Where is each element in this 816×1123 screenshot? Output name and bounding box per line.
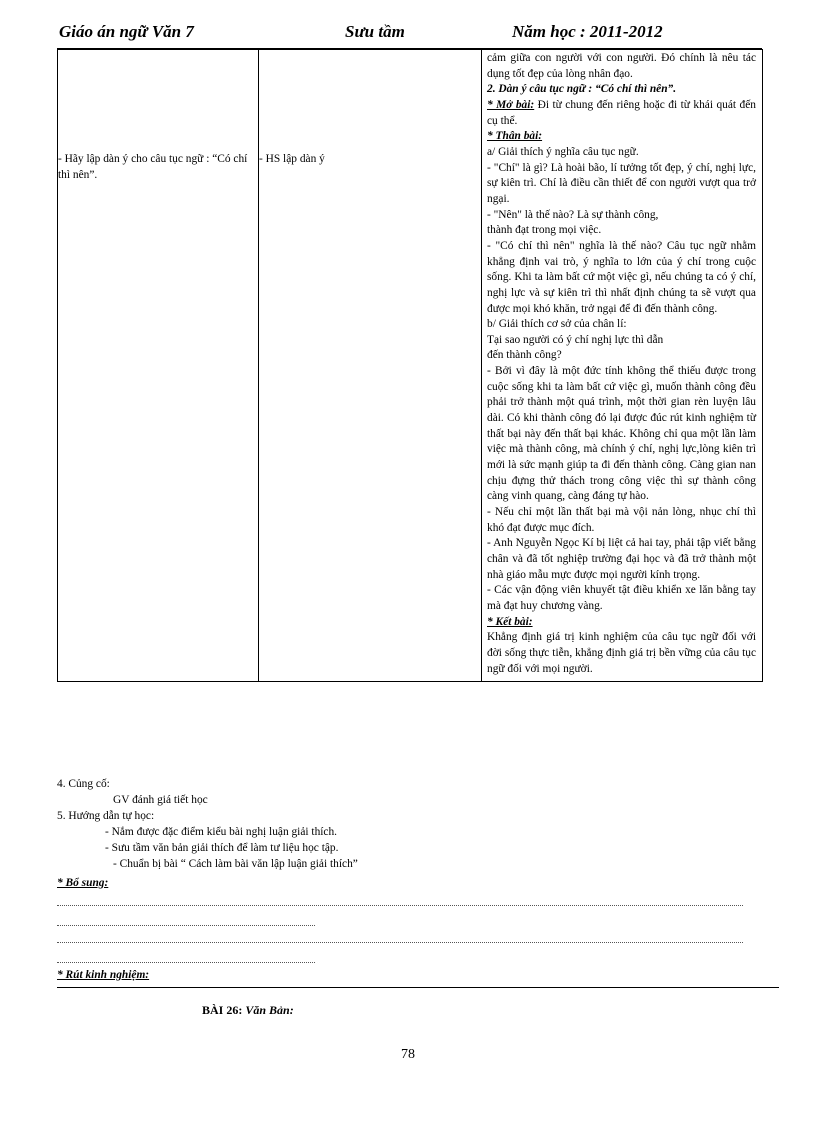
- lesson-content-cell: [482, 50, 763, 682]
- student-activity-text: - HS lập dàn ý: [259, 153, 325, 165]
- rut-kinh-nghiem-text: * Rút kinh nghiệm:: [57, 969, 150, 981]
- teacher-activity-cell: [58, 50, 259, 682]
- section-b-paragraph-5: - Anh Nguyễn Ngọc Kí bị liệt cả hai tay, phải tập viết bằng chân và đã tốt nghiệp trường đại học và đã trở thành một nhà giáo mẫu mực được mọi người kính trọng.: [487, 537, 756, 581]
- section-b-paragraph-3: - Bởi vì đây là một đức tính không thể thiếu được trong cuộc sống khi ta làm bất cứ việc gì, muốn thành công đều phải trở thành một quá trình, một thời gian rèn luyện lâu dài. Có khi thành công đó lại được đúc rút kinh nghiệm từ thất bại này đến thất bại khác. Không chỉ qua một lần làm việc mà thành công, mà chính ý chí, nghị lực,lòng kiên trì mới là sức mạnh giúp ta đi đến thành công. Càng gian nan chịu đựng thử thách trong công việc thì sự thành công càng vinh quang, càng đáng tự hào.: [487, 365, 756, 503]
- section-a-paragraph-2: - "Nên" là thế nào? Là sự thành công,: [487, 208, 659, 221]
- section-b-paragraph-6: - Các vận động viên khuyết tật điều khiển xe lăn bằng tay mà đạt huy chương vàng.: [487, 584, 756, 612]
- header-source: Sưu tầm: [345, 22, 405, 41]
- table-row: [58, 50, 763, 682]
- section-a-heading: a/ Giải thích ý nghĩa câu tục ngữ.: [487, 145, 639, 158]
- section-b-heading: b/ Giải thích cơ sở của chân lí:: [487, 318, 627, 331]
- mo-bai-text: Đi từ chung đến riêng hoặc đi từ khái quát đến cụ thể.: [487, 98, 756, 127]
- section-b-paragraph-1: Tại sao người có ý chí nghị lực thì dẫn: [487, 333, 664, 346]
- dotted-line: [57, 905, 743, 906]
- guidance-item-1: - Nắm được đặc điểm kiểu bài nghị luận giải thích.: [105, 826, 338, 838]
- ket-bai-label: * Kết bài:: [487, 615, 533, 628]
- lesson-table: [57, 49, 763, 682]
- header-school-year: Năm học : 2011-2012: [512, 22, 663, 41]
- guidance-item-3: - Chuẩn bị bài “ Cách làm bài văn lập luận giải thích”: [113, 858, 358, 870]
- section-a-paragraph-4: - "Có chí thì nên" nghĩa là thế nào? Câu tục ngữ nhằm khẳng định vai trò, ý nghĩa to lớn của ý chí trong cuộc sống. Khi ta làm bất cứ một việc gì, nếu chúng ta có ý chí, nghị lực và sự kiên trì thì nhất định chúng ta sẽ vượt qua được mọi khó khăn, trở ngại để đi đến thành công.: [487, 239, 756, 315]
- dotted-line: [57, 925, 315, 926]
- section-a-paragraph-3: thành đạt trong mọi việc.: [487, 224, 602, 237]
- than-bai-label: * Thân bài:: [487, 130, 543, 143]
- section-b-paragraph-2: đến thành công?: [487, 349, 562, 362]
- dotted-line: [57, 962, 315, 963]
- mo-bai-label: * Mở bài:: [487, 98, 535, 111]
- section-b-paragraph-4: - Nếu chỉ một lần thất bại mà vội nản lòng, nhục chí thì khó đạt được mục đích.: [487, 506, 756, 534]
- divider: [57, 987, 779, 988]
- huong-dan-heading: 5. Hướng dẫn tự học:: [57, 810, 155, 822]
- page-header: [57, 20, 762, 49]
- next-lesson-label: BÀI 26:: [202, 1003, 243, 1017]
- content-mo-bai: [487, 98, 756, 129]
- ket-bai-text: Khẳng định giá trị kinh nghiệm của câu tục ngữ đối với đời sống thực tiễn, khẳng định giá trị bền vững của câu tục ngữ đối với mọi người.: [487, 631, 756, 675]
- content-heading-outline: 2. Dàn ý câu tục ngữ : “Có chí thì nên”.: [487, 83, 677, 96]
- bo-sung-label: * Bổ sung:: [57, 877, 109, 889]
- gv-evaluation: GV đánh giá tiết học: [113, 794, 208, 806]
- next-lesson-name: Văn Bản:: [245, 1003, 294, 1017]
- student-activity-cell: [259, 50, 482, 682]
- page-number: 78: [401, 1047, 415, 1062]
- rut-kinh-nghiem-label: [57, 969, 149, 981]
- section-a-paragraph-1: - "Chí" là gì? Là hoài bão, lí tưởng tốt đẹp, ý chí, nghị lực, sự kiên trì. Chí là điều cần thiết để con người vượt qua trở ngại.: [487, 161, 756, 205]
- dotted-line: [57, 942, 743, 943]
- teacher-activity-text: - Hãy lập dàn ý cho câu tục ngữ : “Có chí thì nên”.: [58, 153, 248, 181]
- next-lesson-title: [202, 1003, 294, 1018]
- cung-co-heading: 4. Củng cố:: [57, 778, 110, 790]
- header-subject: Giáo án ngữ Văn 7: [59, 22, 194, 41]
- content-intro-continued: cảm giữa con người với con người. Đó chính là nêu tác dụng tốt đẹp của lòng nhân đạo.: [487, 52, 756, 80]
- guidance-item-2: - Sưu tầm văn bản giải thích để làm tư liệu học tập.: [105, 842, 339, 854]
